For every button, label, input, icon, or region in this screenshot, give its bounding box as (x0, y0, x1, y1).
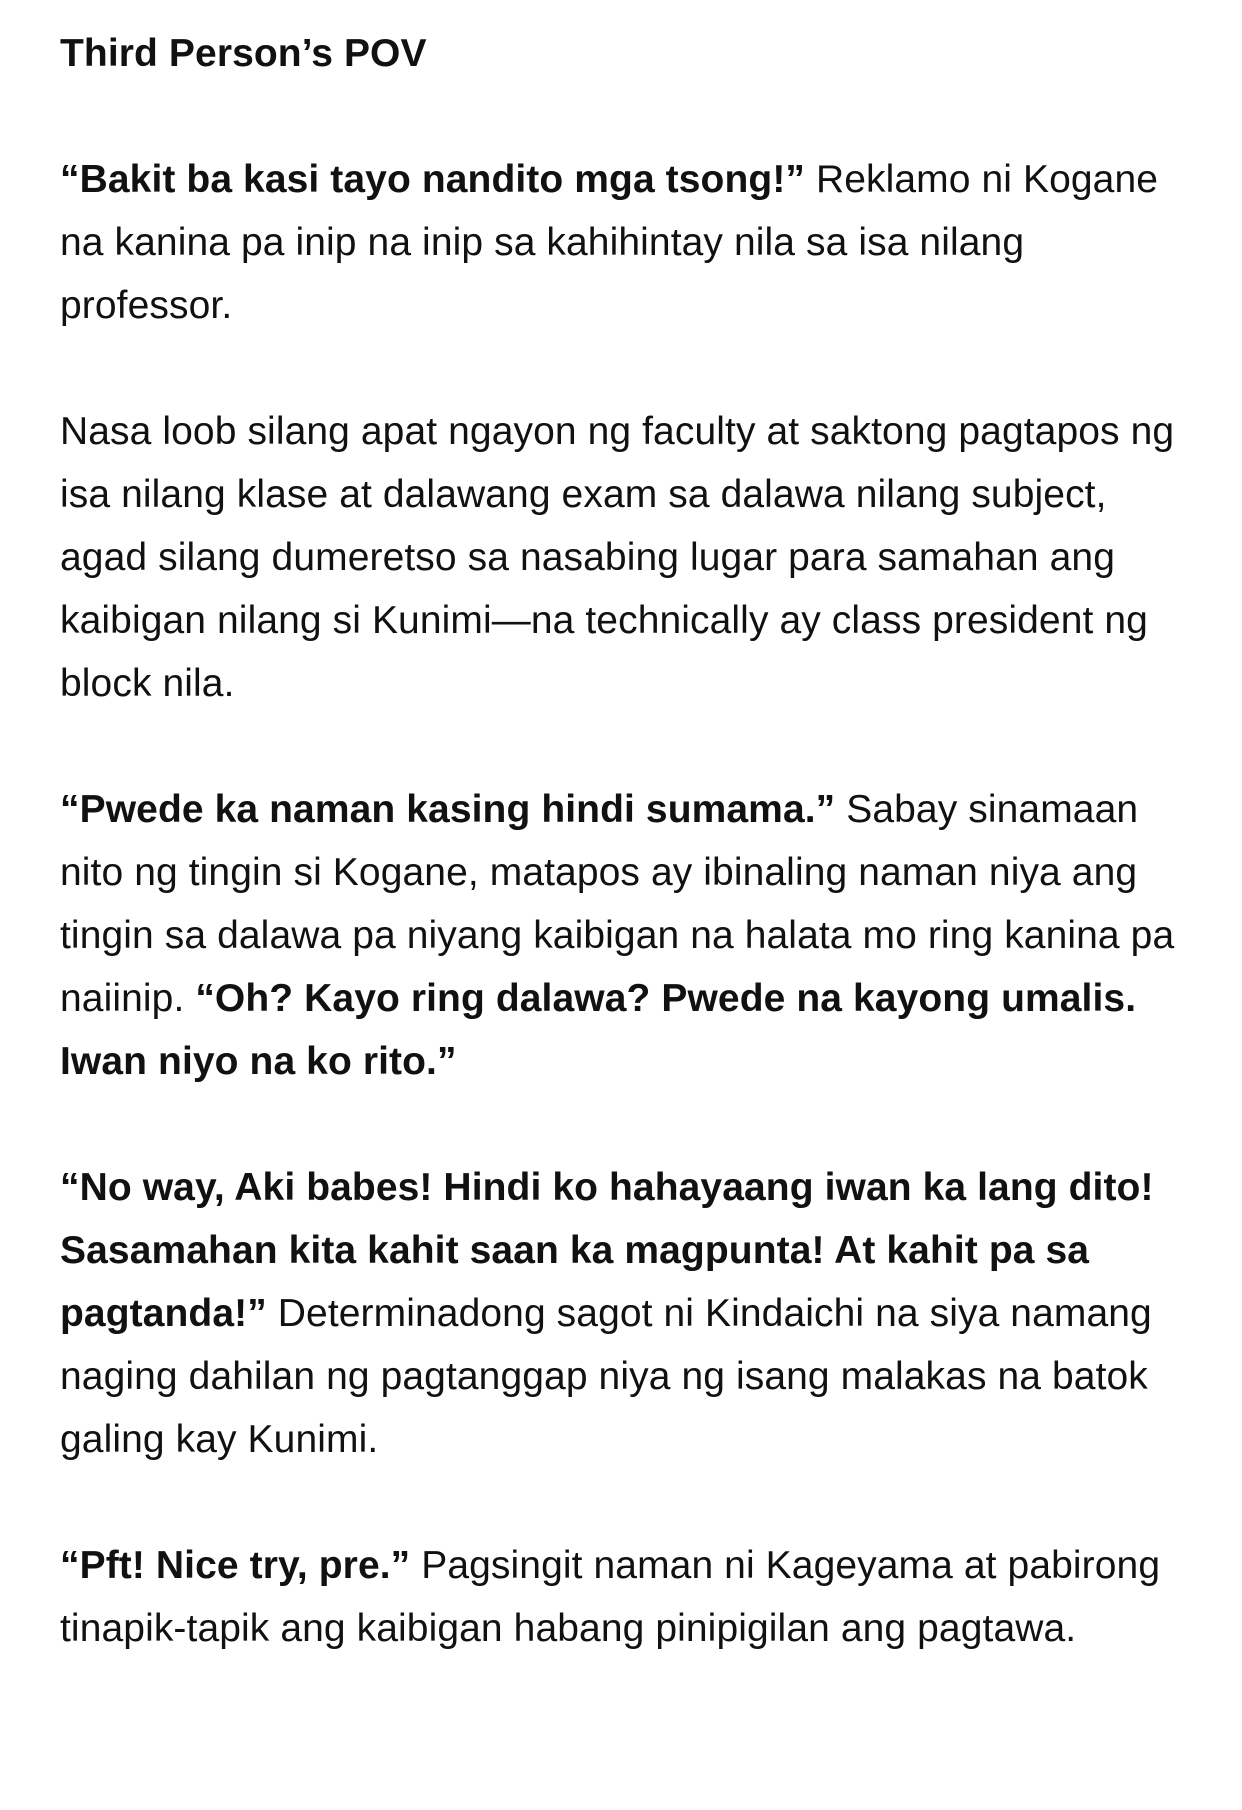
dialogue-kageyama: “Pft! Nice try, pre.” (60, 1544, 411, 1587)
dialogue-kunimi-2: “Oh? Kayo ring dalawa? Pwede na kayong umalis. Iwan niyo na ko rito.” (60, 977, 1137, 1083)
dialogue-kogane: “Bakit ba kasi tayo nandito mga tsong!” (60, 158, 806, 201)
narration-text: Nasa loob silang apat ngayon ng faculty at saktong pagtapos ng isa nilang klase at dalawang exam sa dalawa nilang subject, agad silang dumeretso sa nasabing lugar para samahan ang kaibigan nilang si Kunimi—na technically ay class president ng block nila. (60, 410, 1175, 705)
paragraph-5 (60, 1534, 1182, 1660)
narration-text: Reklamo ni Kogane na kanina pa inip na inip sa kahihintay nila sa isa nilang professor. (60, 158, 1159, 327)
pov-heading: Third Person’s POV (60, 32, 427, 75)
paragraph-3 (60, 778, 1182, 1093)
paragraph-2 (60, 400, 1182, 715)
narration-text: Sabay sinamaan nito ng tingin si Kogane, matapos ay ibinaling naman niya ang tingin sa dalawa pa niyang kaibigan na halata mo ring kanina pa naiinip. (60, 788, 1175, 1020)
dialogue-kunimi: “Pwede ka naman kasing hindi sumama.” (60, 788, 836, 831)
dialogue-kindaichi: “No way, Aki babes! Hindi ko hahayaang iwan ka lang dito! Sasamahan kita kahit saan ka magpunta! At kahit pa sa pagtanda!” (60, 1166, 1154, 1335)
paragraph-4 (60, 1156, 1182, 1471)
narration-text: Pagsingit naman ni Kageyama at pabirong tinapik-tapik ang kaibigan habang pinipigilan ang pagtawa. (60, 1544, 1161, 1650)
paragraph-1 (60, 148, 1182, 337)
narration-text: Determinadong sagot ni Kindaichi na siya namang naging dahilan ng pagtanggap niya ng isang malakas na batok galing kay Kunimi. (60, 1292, 1152, 1461)
